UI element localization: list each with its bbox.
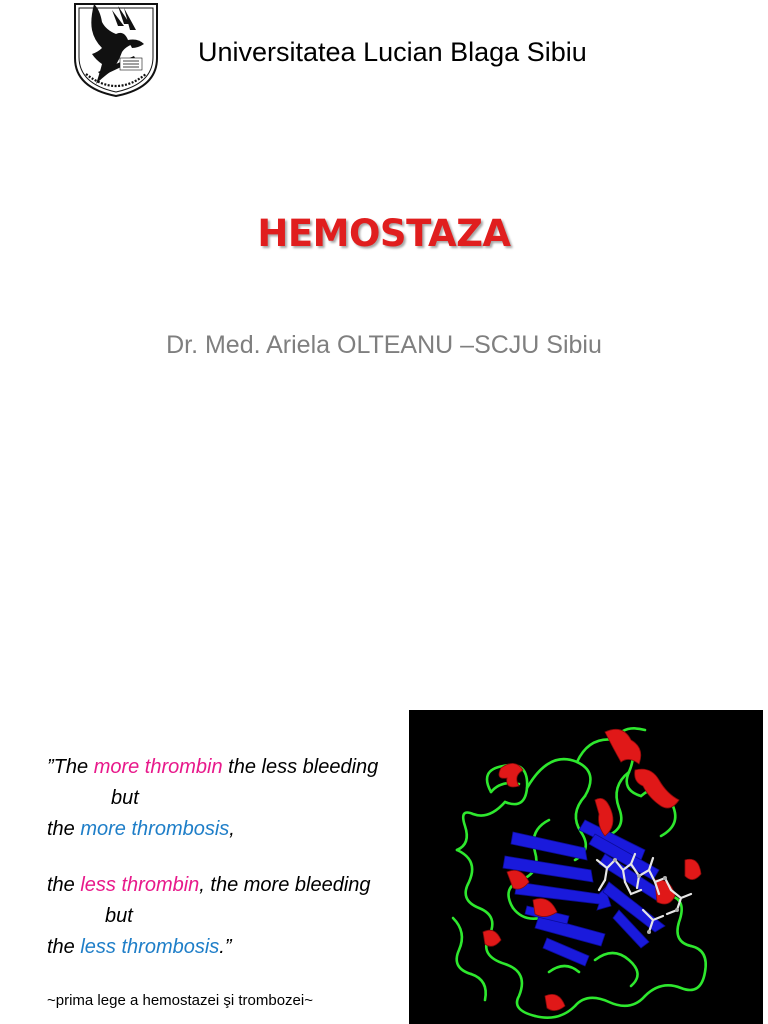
quote-text: .” [219, 936, 232, 958]
university-crest-logo-icon [72, 0, 160, 98]
quote-line-3 [47, 814, 407, 845]
thrombin-protein-structure [409, 710, 763, 1024]
quote-highlight: more thrombosis [80, 818, 230, 840]
protein-ribbon-icon [409, 710, 763, 1024]
quote-text: , [229, 818, 235, 840]
quote-text: ”The [47, 756, 94, 778]
quote-spacer [47, 845, 407, 870]
quote-highlight: less thrombin [80, 874, 200, 896]
presentation-title: HEMOSTAZA [257, 212, 511, 255]
quote-line-6 [47, 932, 407, 963]
university-name: Universitatea Lucian Blaga Sibiu [198, 37, 587, 67]
quote-line-4 [47, 870, 407, 901]
thrombin-quote [47, 752, 407, 963]
quote-text: the less bleeding [222, 756, 379, 778]
law-caption: ~prima lege a hemostazei şi trombozei~ [47, 992, 313, 1009]
quote-text: the [47, 818, 81, 840]
quote-line-2: but [111, 787, 139, 809]
quote-text: , the more bleeding [199, 874, 371, 896]
quote-highlight: less thrombosis [80, 936, 220, 958]
quote-highlight: more thrombin [93, 756, 223, 778]
quote-line-5: but [105, 905, 133, 927]
quote-text: the [47, 874, 81, 896]
quote-line-1 [47, 752, 407, 783]
quote-text: the [47, 936, 81, 958]
author-line: Dr. Med. Ariela OLTEANU –SCJU Sibiu [166, 331, 602, 359]
